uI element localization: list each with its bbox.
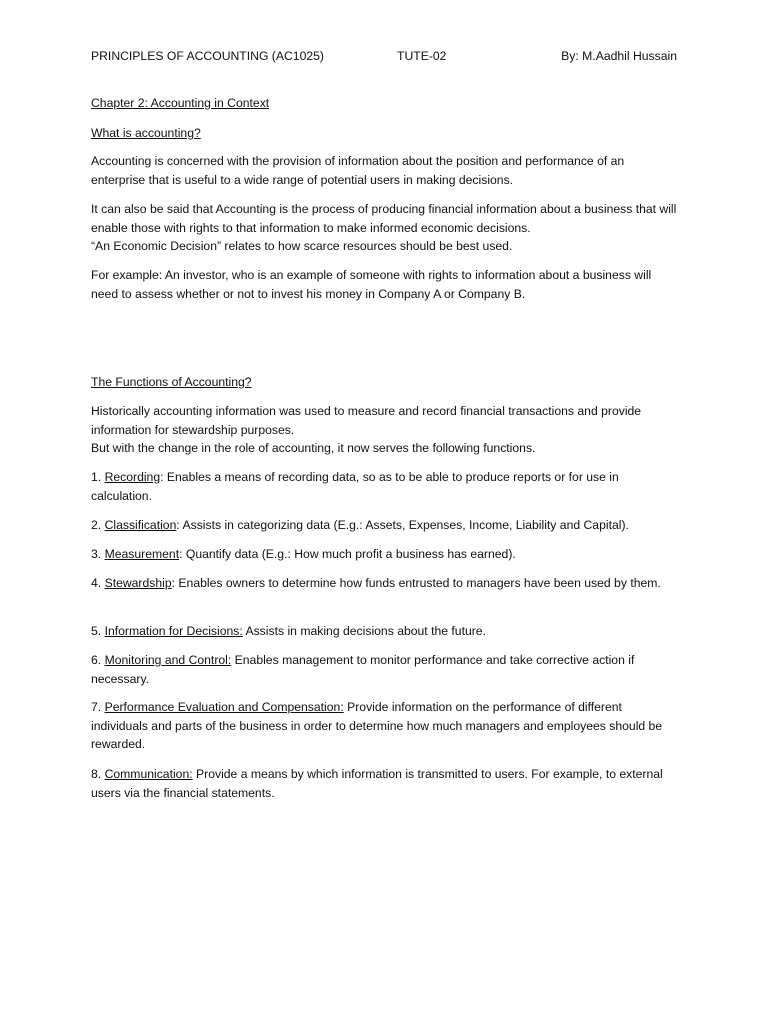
function-number: 7. [91, 700, 102, 714]
paragraph-definition: Accounting is concerned with the provision of information about the position and performance of an enterprise that is useful to a wide range of potential users in making decisions. [91, 154, 625, 187]
function-term: Classification [104, 518, 177, 532]
function-separator: : [171, 576, 176, 590]
function-item [91, 574, 681, 593]
paragraph-process [91, 200, 681, 256]
intro-text-historical: Historically accounting information was used to measure and record financial transactions and provide information for stewardship purposes. [91, 404, 642, 437]
function-description: Quantify data (E.g.: How much profit a business has earned). [182, 547, 516, 561]
function-number: 4. [91, 576, 102, 590]
function-term: Measurement [104, 547, 180, 561]
function-separator: : [160, 470, 164, 484]
function-description: Enables management to monitor performance and take corrective action if necessary. [91, 653, 635, 686]
function-item [91, 651, 681, 688]
function-term: Monitoring and Control: [104, 653, 232, 667]
function-description: Enables owners to determine how funds entrusted to managers have been used by them. [175, 576, 661, 590]
intro-text-change: But with the change in the role of accounting, it now serves the following functions. [91, 441, 536, 456]
function-item [91, 545, 681, 564]
course-title: PRINCIPLES OF ACCOUNTING (AC1025) [91, 49, 324, 63]
author-label: By: M.Aadhil Hussain [561, 49, 677, 63]
function-term: Recording [104, 470, 161, 484]
function-term: Communication: [104, 767, 193, 781]
function-term: Stewardship [104, 576, 172, 590]
tute-label: TUTE-02 [397, 49, 447, 63]
function-description: Assists in making decisions about the future. [242, 624, 486, 638]
function-number: 1. [91, 470, 102, 484]
function-separator: : [179, 547, 183, 561]
function-term: Performance Evaluation and Compensation: [104, 700, 344, 714]
function-number: 3. [91, 547, 102, 561]
section-heading-functions: The Functions of Accounting? [91, 375, 252, 389]
paragraph-example: For example: An investor, who is an example of someone with rights to information about a business will need to assess whether or not to invest his money in Company A or Company B. [91, 268, 652, 301]
section-heading-what-is-accounting: What is accounting? [91, 126, 201, 140]
page-header [91, 47, 677, 65]
function-item [91, 622, 681, 641]
function-item [91, 468, 681, 505]
function-term: Information for Decisions: [104, 624, 243, 638]
paragraph-functions-intro [91, 402, 681, 458]
function-number: 6. [91, 653, 102, 667]
paragraph-process-text: It can also be said that Accounting is the process of producing financial information about a business that will enable those with rights to that information to make informed economic decisions. [91, 202, 677, 235]
function-item [91, 765, 681, 802]
function-item [91, 698, 681, 754]
function-description: Assists in categorizing data (E.g.: Assets, Expenses, Income, Liability and Capital). [179, 518, 629, 532]
function-description: Enables a means of recording data, so as to be able to produce reports or for use in calculation. [91, 470, 619, 503]
function-description: Provide information on the performance of different individuals and parts of the business in order to determine how much managers and employees should be rewarded. [91, 700, 663, 752]
function-description: Provide a means by which information is transmitted to users. For example, to external users via the financial statements. [91, 767, 663, 800]
chapter-title: Chapter 2: Accounting in Context [91, 96, 270, 110]
function-number: 2. [91, 518, 102, 532]
function-number: 5. [91, 624, 102, 638]
economic-decision-text: “An Economic Decision” relates to how scarce resources should be best used. [91, 239, 513, 254]
function-separator: : [176, 518, 180, 532]
function-number: 8. [91, 767, 102, 781]
function-item [91, 516, 681, 535]
